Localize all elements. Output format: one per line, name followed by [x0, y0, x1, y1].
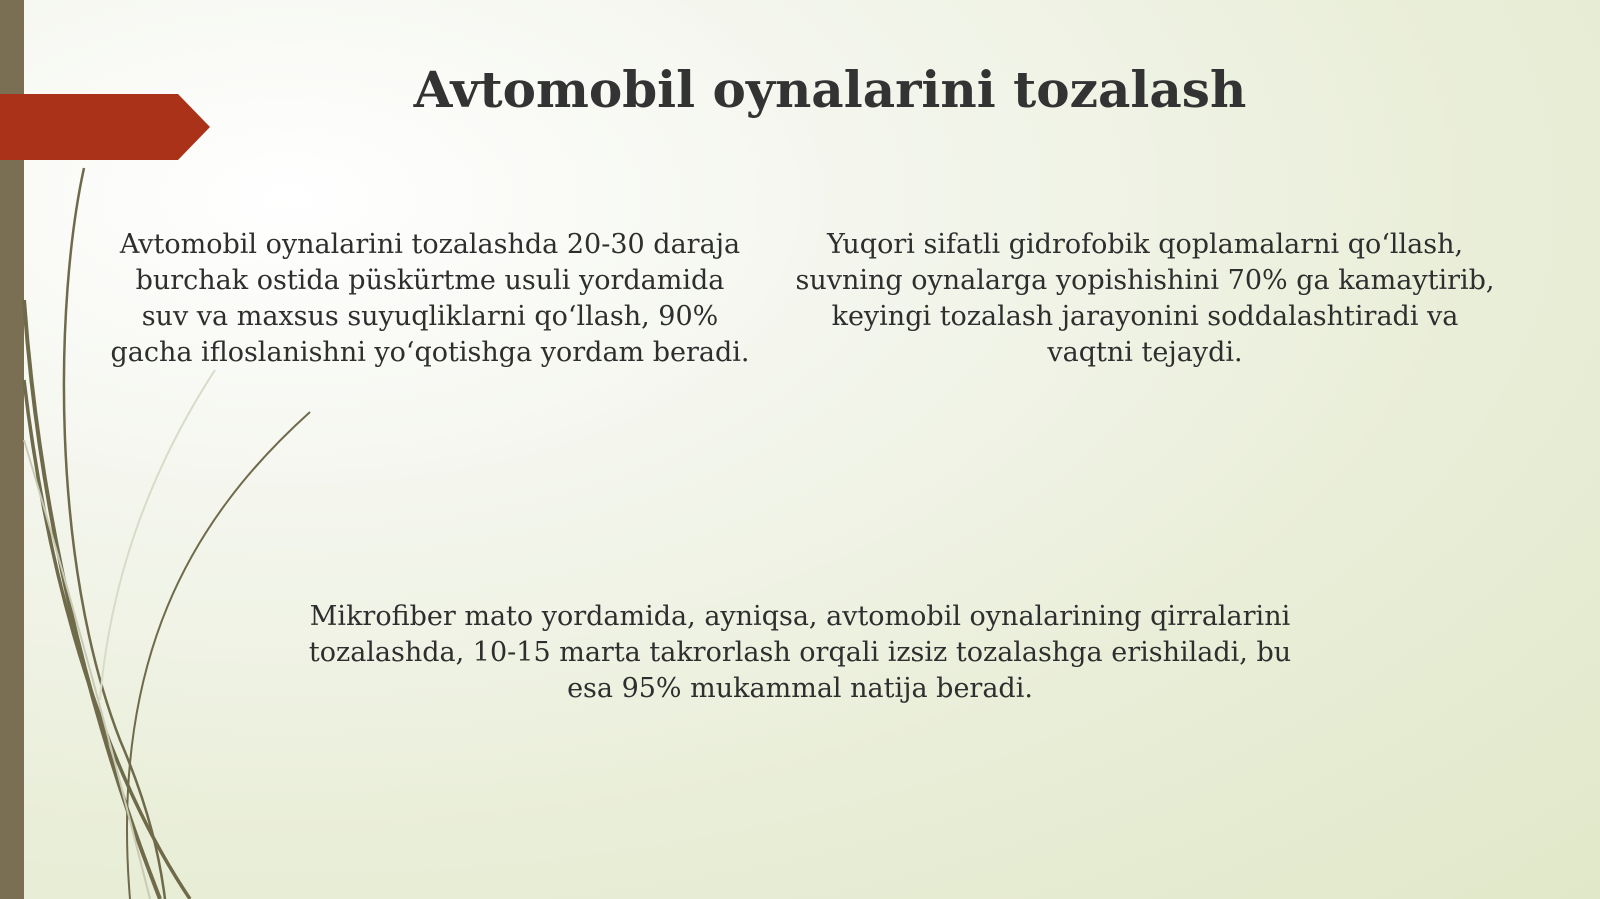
left-accent-bar [0, 0, 24, 899]
stem-5 [100, 370, 215, 700]
stem-6 [24, 440, 150, 899]
red-arrow-banner [0, 94, 210, 160]
paragraph-bottom: Mikrofiber mato yordamida, ayniqsa, avtomobil oynalarining qirralarini tozalashda, 10-15 marta takrorlash orqali izsiz tozalashga erishiladi, bu esa 95% mukammal natija beradi. [308, 601, 1292, 704]
stem-4 [127, 412, 310, 899]
stem-3 [24, 380, 190, 899]
paragraph-left: Avtomobil oynalarini tozalashda 20-30 daraja burchak ostida püskürtme usuli yordamida suv va maxsus suyuqliklarni qo‘llash, 90% gacha ifloslanishni yo‘qotishga yordam beradi. [110, 229, 750, 368]
paragraph-right: Yuqori sifatli gidrofobik qoplamalarni qo‘llash, suvning oynalarga yopishishini 70% ga kamaytirib, keyingi tozalash jarayonini soddalashtiradi va vaqtni tejaydi. [795, 229, 1495, 368]
stem-2 [24, 300, 160, 899]
slide-title: Avtomobil oynalarini tozalash [413, 60, 1247, 119]
